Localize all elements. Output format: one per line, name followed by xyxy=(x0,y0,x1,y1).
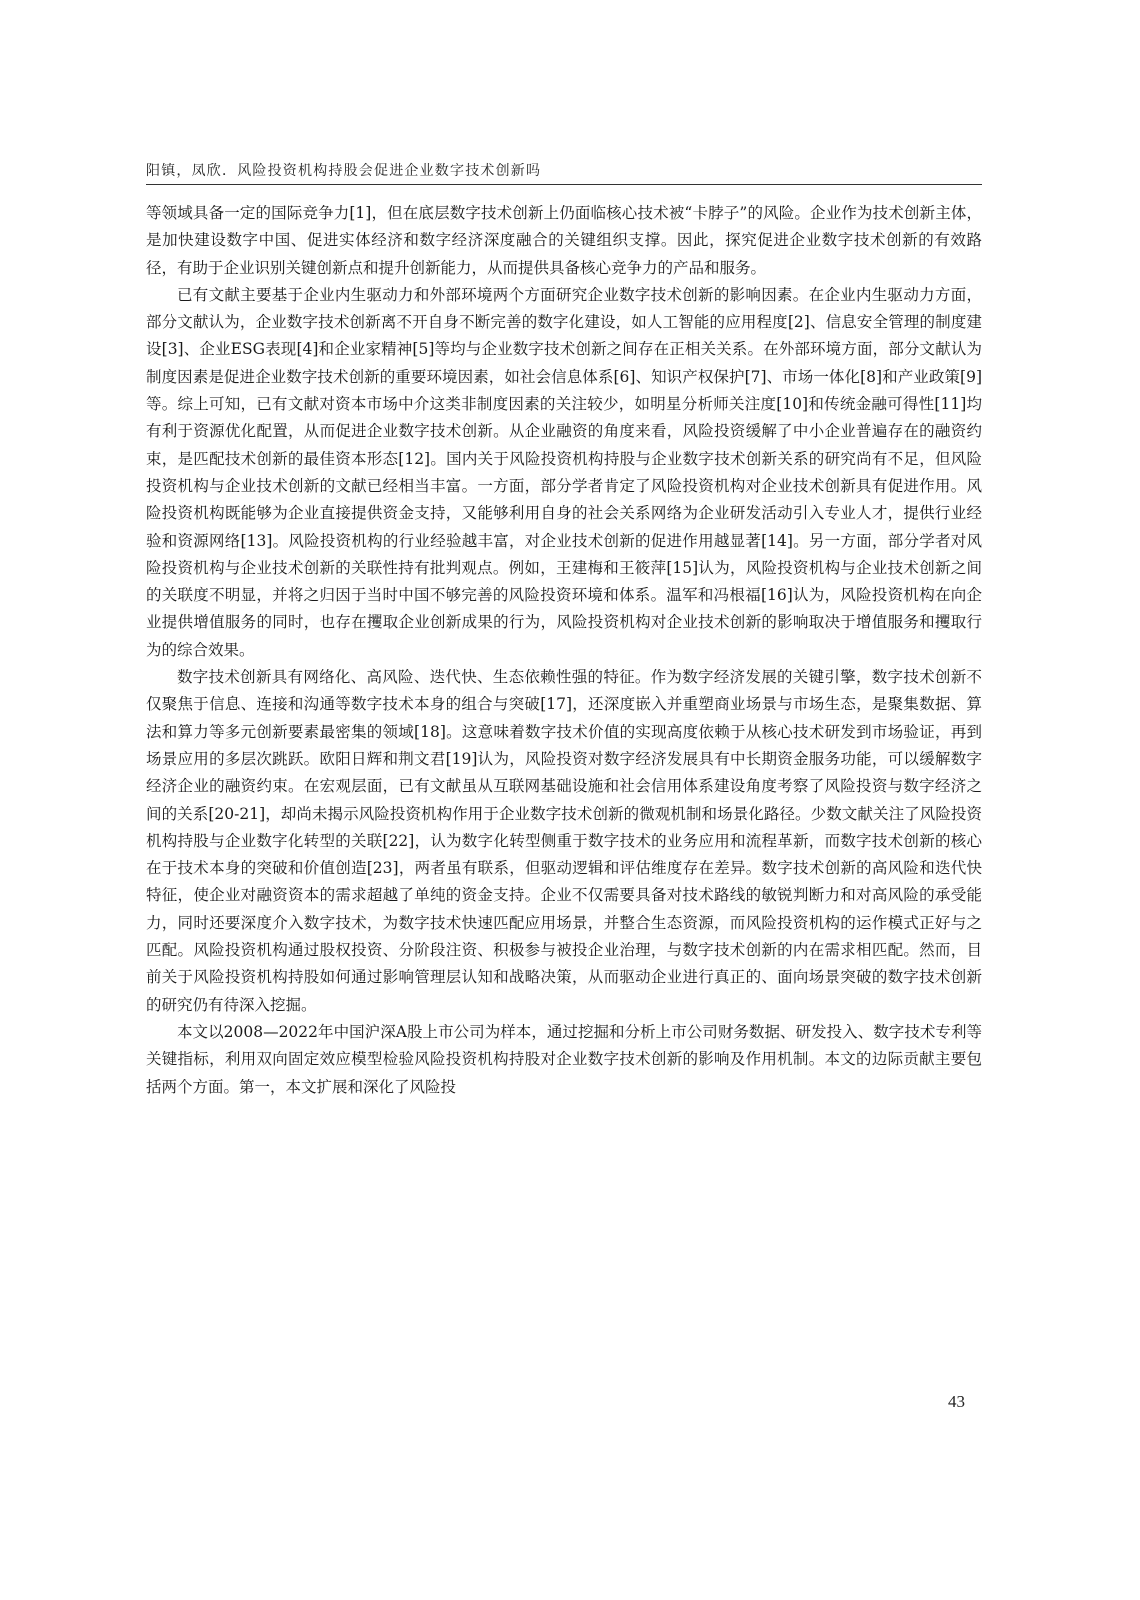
paragraph: 本文以2008—2022年中国沪深A股上市公司为样本，通过挖掘和分析上市公司财务数据、研发投入、数字技术专利等关键指标，利用双向固定效应模型检验风险投资机构持股对企业数字技术创新的影响及作用机制。本文的边际贡献主要包括两个方面。第一，本文扩展和深化了风险投 xyxy=(146,1022,982,1096)
header-rule xyxy=(146,184,982,185)
paragraph: 已有文献主要基于企业内生驱动力和外部环境两个方面研究企业数字技术创新的影响因素。在企业内生驱动力方面，部分文献认为，企业数字技术创新离不开自身不断完善的数字化建设，如人工智能的应用程度[2]、信息安全管理的制度建设[3]、企业ESG表现[4]和企业家精神[5]等均与企业数字技术创新之间存在正相关关系。在外部环境方面，部分文献认为制度因素是促进企业数字技术创新的重要环境因素，如社会信息体系[6]、知识产权保护[7]、市场一体化[8]和产业政策[9]等。综上可知，已有文献对资本市场中介这类非制度因素的关注较少，如明星分析师关注度[10]和传统金融可得性[11]均有利于资源优化配置，从而促进企业数字技术创新。从企业融资的角度来看，风险投资缓解了中小企业普遍存在的融资约束，是匹配技术创新的最佳资本形态[12]。国内关于风险投资机构持股与企业数字技术创新关系的研究尚有不足，但风险投资机构与企业技术创新的文献已经相当丰富。一方面，部分学者肯定了风险投资机构对企业技术创新具有促进作用。风险投资机构既能够为企业直接提供资金支持，又能够利用自身的社会关系网络为企业研发活动引入专业人才，提供行业经验和资源网络[13]。风险投资机构的行业经验越丰富，对企业技术创新的促进作用越显著[14]。另一方面，部分学者对风险投资机构与企业技术创新的关联性持有批判观点。例如，王建梅和王筱萍[15]认为，风险投资机构与企业技术创新之间的关联度不明显，并将之归因于当时中国不够完善的风险投资环境和体系。温军和冯根福[16]认为，风险投资机构在向企业提供增值服务的同时，也存在攫取企业创新成果的行为，风险投资机构对企业技术创新的影响取决于增值服务和攫取行为的综合效果。 xyxy=(146,285,982,659)
paragraph: 等领域具备一定的国际竞争力[1]，但在底层数字技术创新上仍面临核心技术被“卡脖子”的风险。企业作为技术创新主体，是加快建设数字中国、促进实体经济和数字经济深度融合的关键组织支撑。因此，探究促进企业数字技术创新的有效路径，有助于企业识别关键创新点和提升创新能力，从而提供具备核心竞争力的产品和服务。 xyxy=(146,204,982,277)
paragraph: 数字技术创新具有网络化、高风险、迭代快、生态依赖性强的特征。作为数字经济发展的关键引擎，数字技术创新不仅聚焦于信息、连接和沟通等数字技术本身的组合与突破[17]，还深度嵌入并重塑商业场景与市场生态，是聚集数据、算法和算力等多元创新要素最密集的领域[18]。这意味着数字技术价值的实现高度依赖于从核心技术研发到市场验证，再到场景应用的多层次跳跃。欧阳日辉和荆文君[19]认为，风险投资对数字经济发展具有中长期资金服务功能，可以缓解数字经济企业的融资约束。在宏观层面，已有文献虽从互联网基础设施和社会信用体系建设角度考察了风险投资与数字经济之间的关系[20-21]，却尚未揭示风险投资机构作用于企业数字技术创新的微观机制和场景化路径。少数文献关注了风险投资机构持股与企业数字化转型的关联[22]，认为数字化转型侧重于数字技术的业务应用和流程革新，而数字技术创新的核心在于技术本身的突破和价值创造[23]，两者虽有联系，但驱动逻辑和评估维度存在差异。数字技术创新的高风险和迭代快特征，使企业对融资资本的需求超越了单纯的资金支持。企业不仅需要具备对技术路线的敏锐判断力和对高风险的承受能力，同时还要深度介入数字技术，为数字技术快速匹配应用场景，并整合生态资源，而风险投资机构的运作模式正好与之匹配。风险投资机构通过股权投资、分阶段注资、积极参与被投企业治理，与数字技术创新的内在需求相匹配。然而，目前关于风险投资机构持股如何通过影响管理层认知和战略决策，从而驱动企业进行真正的、面向场景突破的数字技术创新的研究仍有待深入挖掘。 xyxy=(146,668,982,1014)
running-header: 阳镇，凤欣．风险投资机构持股会促进企业数字技术创新吗 xyxy=(146,163,542,179)
page-number: 43 xyxy=(948,1392,965,1411)
article-body xyxy=(146,200,982,1101)
